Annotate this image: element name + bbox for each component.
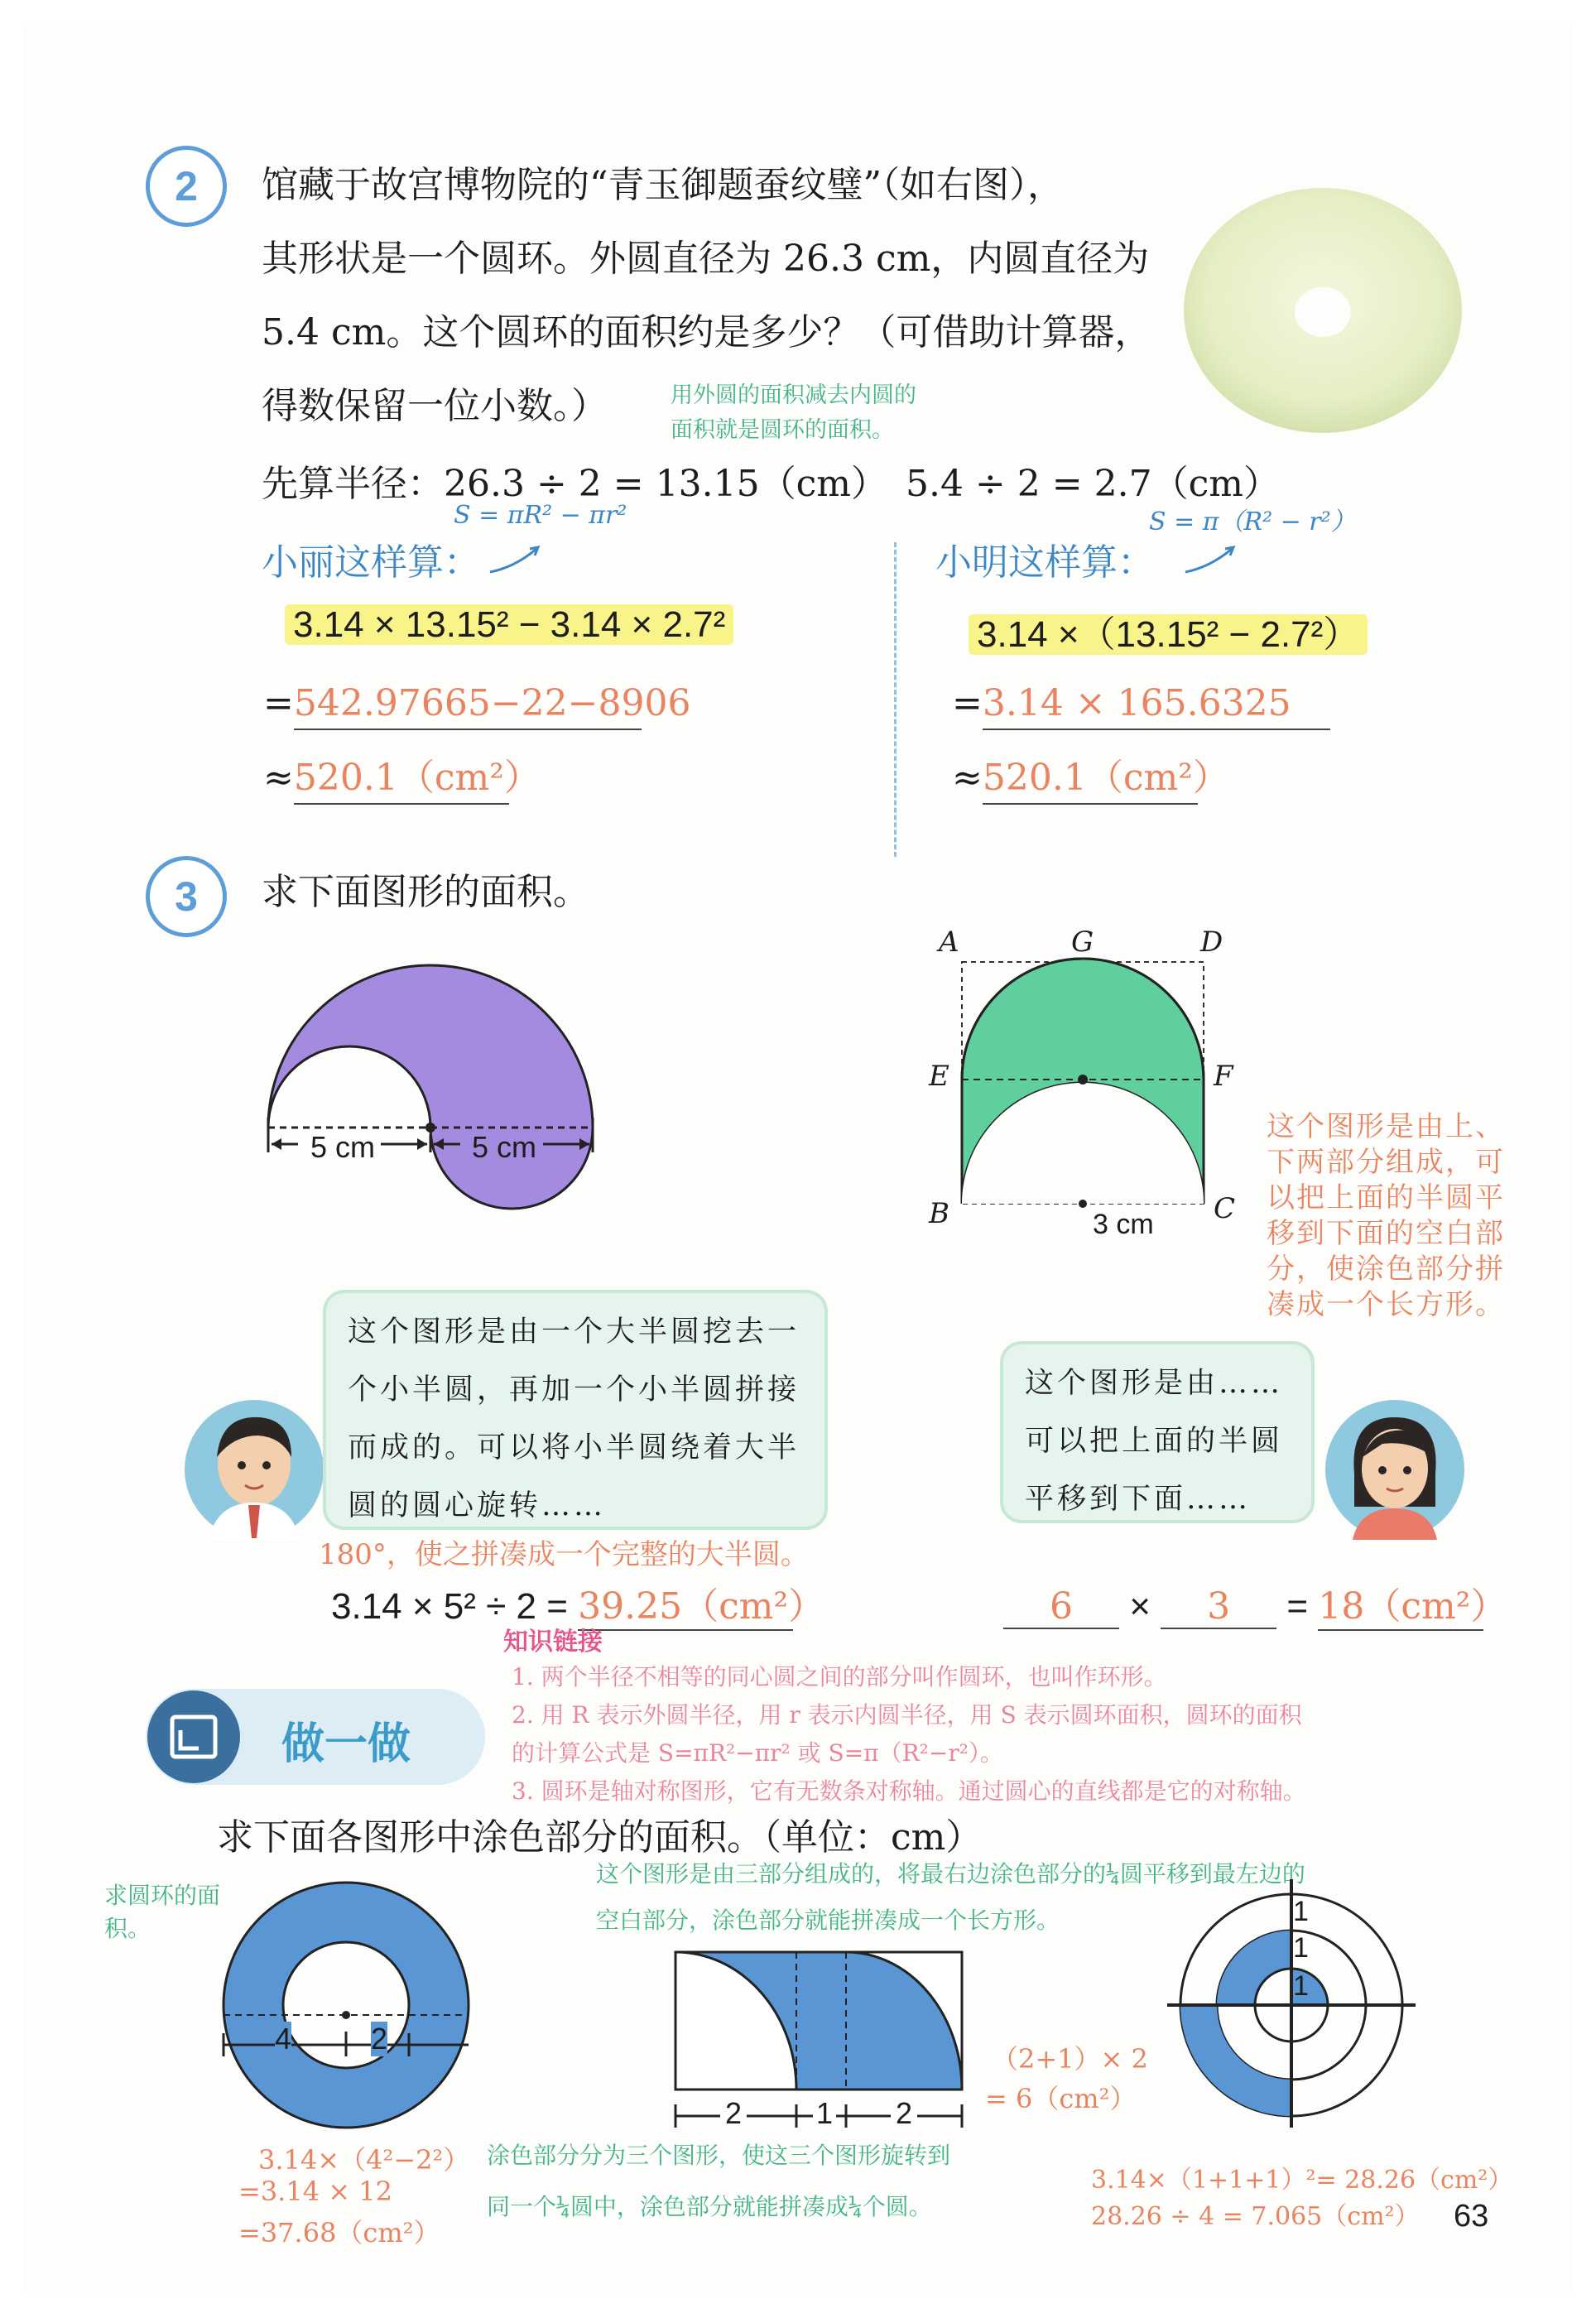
girl-avatar <box>1324 1399 1465 1540</box>
xiaoming-expression: 3.14 ×（13.15² − 2.7²） <box>969 604 1368 657</box>
calc-2: 6 × 3 = 18（cm²） <box>1003 1576 1483 1631</box>
girl-speech-bubble: 这个图形是由……可以把上面的半圆平移到下面…… <box>1000 1341 1315 1523</box>
xiaoming-step-2: ≈520.1（cm²） <box>952 753 1198 805</box>
doit-answer-c-1: 3.14×（1+1+1）²= 28.26（cm²） <box>1091 2166 1513 2195</box>
doit-answer-b-2: = 6（cm²） <box>985 2083 1137 2114</box>
rect-label-1: 1 <box>813 2096 836 2131</box>
xiaoli-step-2: ≈520.1（cm²） <box>263 753 509 805</box>
doit-answer-a-3: =37.68（cm²） <box>238 2217 440 2248</box>
doit-answer-c-2: 28.26 ÷ 4 = 7.065（cm²） <box>1091 2202 1420 2231</box>
problem-2-note-1: 用外圆的面积减去内圆的 <box>671 382 916 408</box>
point-f-label: F <box>1214 1060 1233 1093</box>
circle-label-1-outer: 1 <box>1293 1896 1309 1927</box>
doit-mid-note-1: 这个图形是由三部分组成的，将最右边涂色部分的¼圆平移到最左边的 <box>596 1860 1305 1888</box>
fig2-length-label: 3 cm <box>1093 1209 1154 1240</box>
boy-handwritten-note: 180°，使之拼凑成一个完整的大半圆。 <box>319 1538 809 1571</box>
doit-answer-a-1: 3.14×（4²−2²） <box>258 2144 470 2176</box>
xiaoming-step-1: =3.14 × 165.6325 <box>952 679 1330 730</box>
point-c-label: C <box>1214 1192 1236 1225</box>
knowledge-item-3: 3. 圆环是轴对称图形，它有无数条对称轴。通过圆心的直线都是它的对称轴。 <box>512 1777 1306 1805</box>
doit-answer-b-1: （2+1）× 2 <box>992 2043 1148 2075</box>
xiaoming-formula-note: S = π（R² − r²） <box>1149 507 1356 536</box>
jade-disk-image <box>1182 186 1464 435</box>
fig1-label-left: 5 cm <box>310 1130 376 1164</box>
arrow-icon <box>487 542 545 575</box>
xiaoming-label: 小明这样算： <box>935 541 1154 584</box>
knowledge-item-1: 1. 两个半径不相等的同心圆之间的部分叫作圆环，也叫作环形。 <box>512 1663 1167 1690</box>
problem-2-line-1: 馆藏于故宫博物院的“青玉御题蚕纹璧”（如右图）， <box>262 164 1064 206</box>
doit-title: 做一做 <box>281 1719 411 1769</box>
doit-icon <box>146 1689 242 1785</box>
xiaoli-formula-note: S = πR² − πr² <box>454 501 627 530</box>
radius-line: 先算半径：26.3 ÷ 2 = 13.15（cm） 5.4 ÷ 2 = 2.7（cm） <box>262 463 1280 505</box>
point-g-label: G <box>1071 926 1094 959</box>
knowledge-item-2a: 2. 用 R 表示外圆半径，用 r 表示内圆半径，用 S 表示圆环面积，圆环的面积 <box>512 1701 1302 1729</box>
point-e-label: E <box>929 1060 949 1093</box>
purple-shape-figure <box>248 960 613 1176</box>
ring-figure <box>222 1881 470 2129</box>
problem-2-line-2: 其形状是一个圆环。外圆直径为 26.3 cm，内圆直径为 <box>262 238 1150 280</box>
doit-c-note-1: 涂色部分分为三个图形，使这三个图形旋转到 <box>487 2142 951 2169</box>
girl-handwritten-note: 这个图形是由上、下两部分组成，可以把上面的半圆平移到下面的空白部分，使涂色部分拼凑成一个长方形。 <box>1267 1110 1505 1321</box>
method-divider <box>894 542 897 857</box>
ring-label-2: 2 <box>371 2022 388 2056</box>
boy-avatar <box>184 1399 324 1540</box>
doit-answer-a-2: =3.14 × 12 <box>238 2176 392 2207</box>
knowledge-title: 知识链接 <box>503 1628 603 1657</box>
rect-label-2-right: 2 <box>891 2096 917 2131</box>
ring-label-4: 4 <box>275 2022 292 2056</box>
boy-speech-bubble: 这个图形是由一个大半圆挖去一个小半圆，再加一个小半圆拼接而成的。可以将小半圆绕着大半圆的圆心旋转…… <box>323 1290 828 1530</box>
point-d-label: D <box>1200 926 1223 959</box>
doit-task: 求下面各图形中涂色部分的面积。（单位：cm） <box>217 1816 983 1859</box>
point-a-label: A <box>939 926 959 959</box>
xiaoli-label: 小丽这样算： <box>262 541 480 584</box>
circle-label-1-inner: 1 <box>1293 1970 1309 2002</box>
green-shape-figure <box>960 960 1209 1209</box>
doit-left-note: 求圆环的面积。 <box>104 1882 221 1942</box>
page-number: 63 <box>1454 2199 1489 2234</box>
arrow-icon <box>1182 542 1240 575</box>
concentric-circles-figure <box>1167 1879 1416 2128</box>
problem-2-note-2: 面积就是圆环的面积。 <box>671 417 894 443</box>
problem-2-line-3: 5.4 cm。这个圆环的面积约是多少？（可借助计算器， <box>262 311 1151 353</box>
circle-label-1-middle: 1 <box>1293 1932 1309 1964</box>
knowledge-item-2b: 的计算公式是 S=πR²−πr² 或 S=π（R²−r²）。 <box>512 1739 1003 1767</box>
calc-1: 3.14 × 5² ÷ 2 = 39.25（cm²） <box>331 1576 793 1631</box>
doit-c-note-2: 同一个¼圆中，涂色部分就能拼凑成¼个圆。 <box>487 2193 932 2220</box>
problem-3-badge: 3 <box>146 856 227 937</box>
xiaoli-expression: 3.14 × 13.15² − 3.14 × 2.7² <box>285 604 733 646</box>
problem-2-line-4: 得数保留一位小数。） <box>262 385 608 427</box>
xiaoli-step-1: =542.97665−22−8906 <box>263 679 642 730</box>
rect-label-2-left: 2 <box>720 2096 747 2131</box>
doit-mid-note-2: 空白部分，涂色部分就能拼凑成一个长方形。 <box>596 1907 1060 1934</box>
point-b-label: B <box>929 1197 949 1230</box>
problem-3-title: 求下面图形的面积。 <box>262 871 589 913</box>
fig1-label-right: 5 cm <box>472 1130 537 1164</box>
problem-2-badge: 2 <box>146 146 227 227</box>
